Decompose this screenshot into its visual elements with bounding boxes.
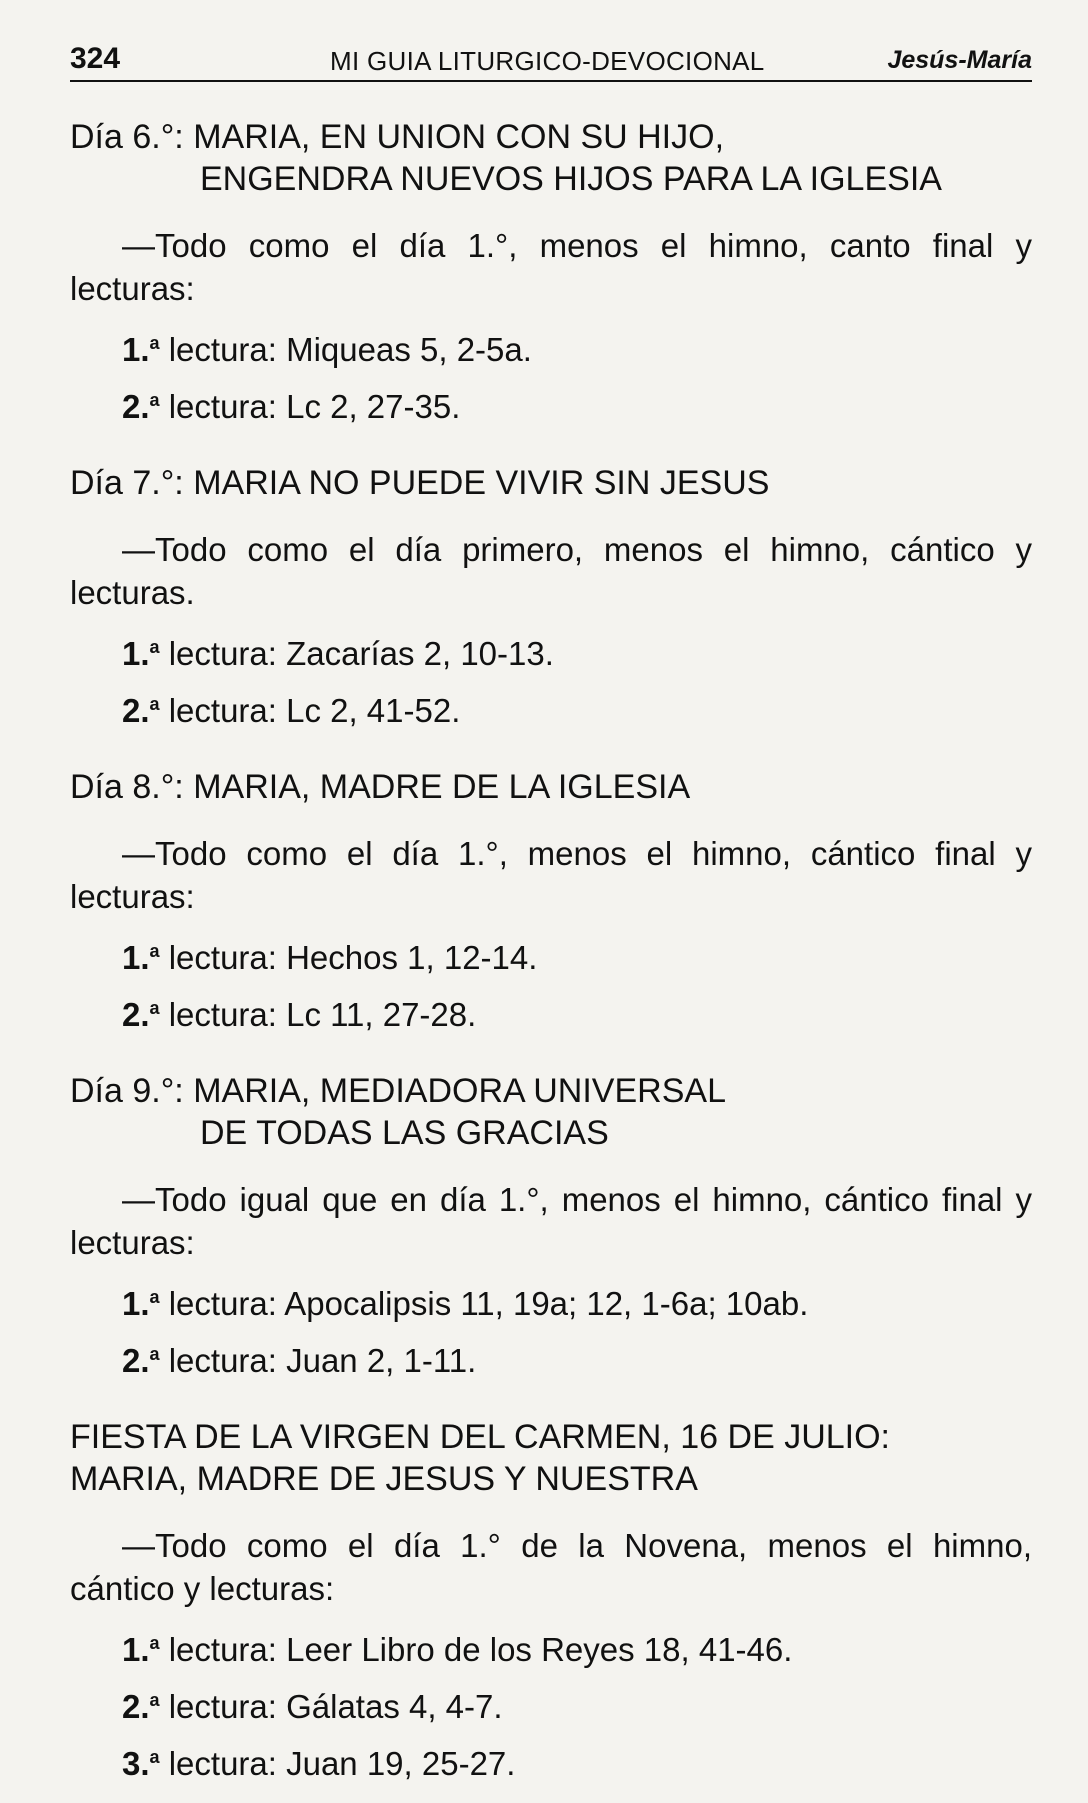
book-title: MI GUIA LITURGICO-DEVOCIONAL [330,46,765,76]
reading-text: lectura: Zacarías 2, 10-13. [159,635,554,672]
section-heading [70,462,1032,504]
instruction-text: —Todo como el día 1.°, menos el himno, canto final y lecturas: [70,227,1032,307]
reading-text: lectura: Lc 2, 41-52. [159,692,461,729]
reading-text: lectura: Apocalipsis 11, 19a; 12, 1-6a; 10ab. [159,1285,809,1322]
reading-ordinal: 1.$^a$ [122,331,160,368]
reading-item [122,385,1032,428]
section-heading [70,116,1032,200]
reading-ordinal: 1.$^a$ [122,635,160,672]
reading-item [122,1742,1032,1785]
reading-ordinal: 1.$^a$ [122,939,160,976]
reading-item [122,1685,1032,1728]
reading-text: lectura: Gálatas 4, 4-7. [159,1688,503,1725]
reading-item [122,936,1032,979]
instruction-text: —Todo como el día 1.°, menos el himno, cántico final y lecturas: [70,835,1032,915]
heading-line: MARIA, MADRE DE JESUS Y NUESTRA [70,1460,698,1498]
instruction-text: —Todo como el día 1.° de la Novena, menos el himno, cántico y lecturas: [70,1527,1032,1607]
section-dia-7 [70,462,1032,732]
reading-item [122,1628,1032,1671]
running-header [70,40,1032,82]
reading-item [122,632,1032,675]
section-heading [70,766,1032,808]
reading-text: lectura: Lc 11, 27-28. [159,996,477,1033]
reading-ordinal: 2.$^a$ [122,996,160,1033]
section-dia-9 [70,1070,1032,1382]
reading-item [122,993,1032,1036]
book-page [70,40,1032,1785]
reading-text: lectura: Leer Libro de los Reyes 18, 41-46. [159,1631,793,1668]
instruction-text: —Todo igual que en día 1.°, menos el himno, cántico final y lecturas: [70,1181,1032,1261]
reading-text: lectura: Juan 19, 25-27. [159,1745,516,1782]
reading-ordinal: 1.$^a$ [122,1285,160,1322]
reading-item [122,1282,1032,1325]
section-title: Jesús-María [887,46,1032,74]
reading-ordinal: 2.$^a$ [122,1688,160,1725]
reading-text: lectura: Juan 2, 1-11. [159,1342,477,1379]
reading-item [122,328,1032,371]
reading-text: lectura: Miqueas 5, 2-5a. [159,331,532,368]
reading-ordinal: 2.$^a$ [122,388,160,425]
heading-line: Día 8.°: MARIA, MADRE DE LA IGLESIA [70,768,691,806]
reading-ordinal: 1.$^a$ [122,1631,160,1668]
instruction-text: —Todo como el día primero, menos el himno, cántico y lecturas. [70,531,1032,611]
heading-line: DE TODAS LAS GRACIAS [200,1114,609,1152]
reading-ordinal: 2.$^a$ [122,692,160,729]
heading-line: Día 7.°: MARIA NO PUEDE VIVIR SIN JESUS [70,464,770,502]
reading-ordinal: 3.$^a$ [122,1745,160,1782]
reading-item [122,689,1032,732]
reading-text: lectura: Lc 2, 27-35. [159,388,461,425]
reading-text: lectura: Hechos 1, 12-14. [159,939,538,976]
section-dia-6 [70,116,1032,428]
reading-ordinal: 2.$^a$ [122,1342,160,1379]
heading-line: Día 6.°: MARIA, EN UNION CON SU HIJO, [70,118,725,156]
section-heading [70,1070,1032,1154]
section-fiesta-carmen [70,1416,1032,1785]
page-number: 324 [70,42,121,75]
section-heading [70,1416,1032,1500]
heading-line: Día 9.°: MARIA, MEDIADORA UNIVERSAL [70,1072,726,1110]
heading-line: FIESTA DE LA VIRGEN DEL CARMEN, 16 DE JULIO: [70,1418,891,1456]
heading-line: ENGENDRA NUEVOS HIJOS PARA LA IGLESIA [200,160,942,198]
reading-item [122,1339,1032,1382]
section-dia-8 [70,766,1032,1036]
